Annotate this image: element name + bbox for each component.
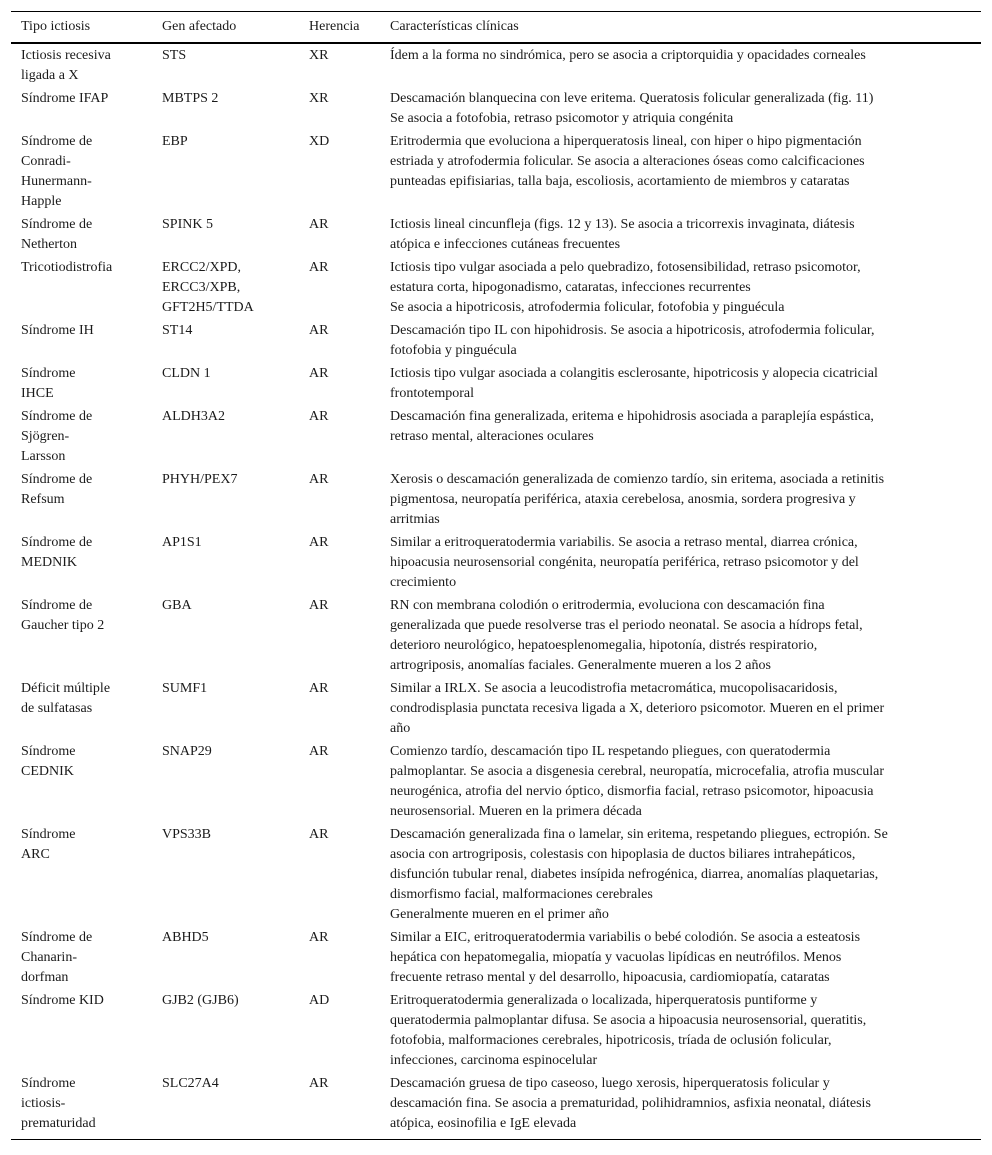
cell-gen: ST14 bbox=[162, 323, 193, 338]
header-herencia: Herencia bbox=[309, 19, 360, 34]
table-row bbox=[11, 1072, 981, 1140]
cell-tipo: Síndrome de Sjögren- Larsson bbox=[21, 409, 93, 464]
cell-herencia: AD bbox=[309, 993, 330, 1008]
cell-herencia: AR bbox=[309, 217, 329, 232]
cell-caracteristicas: Comienzo tardío, descamación tipo IL respetando pliegues, con queratodermia palmoplantar. Se asocia a disgenesia cerebral, neuropatía, microcefalia, atrofia muscular neurogénica, atrofia del nervio óptico, dismorfia facial, retraso psicomotor, hipoacusia neurosensorial. Mueren en la primera década bbox=[390, 744, 885, 819]
ichthyosis-table-container bbox=[11, 11, 981, 1140]
cell-herencia: AR bbox=[309, 744, 329, 759]
cell-caracteristicas: Ídem a la forma no sindrómica, pero se asocia a criptorquidia y opacidades corneales bbox=[390, 48, 866, 63]
cell-tipo: Síndrome KID bbox=[21, 993, 104, 1008]
cell-gen: ERCC2/XPD, ERCC3/XPB, GFT2H5/TTDA bbox=[162, 260, 254, 315]
cell-caracteristicas: Similar a EIC, eritroqueratodermia variabilis o bebé colodión. Se asocia a esteatosis hepática con hepatomegalia, miopatía y vacuolas lipídicas en neutrófilos. Menos frecuente retraso mental y del desarrollo, hipoacusia, cardiomiopatía, cataratas bbox=[390, 930, 861, 985]
table-row bbox=[11, 43, 981, 87]
table-row bbox=[11, 130, 981, 213]
cell-caracteristicas: Ictiosis tipo vulgar asociada a colangitis esclerosante, hipotricosis y alopecia cicatricial frontotemporal bbox=[390, 366, 878, 401]
header-caracteristicas-clinicas: Características clínicas bbox=[390, 19, 519, 34]
cell-caracteristicas: Similar a eritroqueratodermia variabilis. Se asocia a retraso mental, diarrea crónica, hipoacusia neurosensorial congénita, neuropatía periférica, retraso psicomotor y del crecimiento bbox=[390, 535, 859, 590]
cell-herencia: AR bbox=[309, 409, 329, 424]
cell-gen: SPINK 5 bbox=[162, 217, 213, 232]
cell-herencia: AR bbox=[309, 366, 329, 381]
cell-herencia: AR bbox=[309, 598, 329, 613]
cell-caracteristicas: RN con membrana colodión o eritrodermia, evoluciona con descamación fina generalizada que puede resolverse tras el periodo neonatal. Se asocia a hídrops fetal, deterioro neurológico, hepatoesplenomegalia, hipotonía, distrés respiratorio, artrogriposis, anomalías faciales. Generalmente mueren a los 2 años bbox=[390, 598, 863, 673]
cell-caracteristicas: Descamación gruesa de tipo caseoso, luego xerosis, hiperqueratosis folicular y descamación fina. Se asocia a prematuridad, polihidramnios, asfixia neonatal, diátesis atópica, eosinofilia e IgE elevada bbox=[390, 1076, 871, 1131]
cell-tipo: Síndrome ictiosis- prematuridad bbox=[21, 1076, 96, 1131]
cell-caracteristicas: Ictiosis lineal cincunfleja (figs. 12 y 13). Se asocia a tricorrexis invaginata, diátesis atópica e infecciones cutáneas frecuentes bbox=[390, 217, 855, 252]
cell-gen: GJB2 (GJB6) bbox=[162, 993, 239, 1008]
cell-tipo: Síndrome CEDNIK bbox=[21, 744, 76, 779]
table-row bbox=[11, 213, 981, 256]
table-row bbox=[11, 926, 981, 989]
cell-caracteristicas: Descamación blanquecina con leve eritema. Queratosis folicular generalizada (fig. 11) Se asocia a fotofobia, retraso psicomotor y atriquia congénita bbox=[390, 91, 874, 126]
table-row bbox=[11, 740, 981, 823]
cell-tipo: Síndrome de Netherton bbox=[21, 217, 93, 252]
table-row bbox=[11, 362, 981, 405]
cell-herencia: AR bbox=[309, 681, 329, 696]
cell-tipo: Síndrome de Refsum bbox=[21, 472, 93, 507]
table-row bbox=[11, 468, 981, 531]
cell-gen: SLC27A4 bbox=[162, 1076, 219, 1091]
cell-tipo: Síndrome de Chanarin- dorfman bbox=[21, 930, 93, 985]
ichthyosis-syndromes-table bbox=[11, 11, 981, 1140]
table-row bbox=[11, 531, 981, 594]
header-tipo-ictiosis: Tipo ictiosis bbox=[21, 19, 91, 34]
table-row bbox=[11, 594, 981, 677]
cell-herencia: AR bbox=[309, 930, 329, 945]
table-row bbox=[11, 319, 981, 362]
cell-gen: VPS33B bbox=[162, 827, 212, 842]
table-row bbox=[11, 989, 981, 1072]
cell-caracteristicas: Descamación generalizada fina o lamelar, sin eritema, respetando pliegues, ectropión. Se asocia con artrogriposis, colestasis con hipoplasia de ductos biliares intrahepáticos, disfunción tubular renal, diabetes insípida nefrogénica, diarrea, anomalías plaquetarias, dismorfismo facial, malformaciones cerebrales Generalmente mueren en el primer año bbox=[390, 827, 888, 922]
cell-tipo: Síndrome IFAP bbox=[21, 91, 109, 106]
cell-gen: EBP bbox=[162, 134, 188, 149]
cell-gen: STS bbox=[162, 48, 187, 63]
cell-tipo: Síndrome de Conradi- Hunermann- Happle bbox=[21, 134, 93, 209]
cell-herencia: AR bbox=[309, 260, 329, 275]
header-gen-afectado: Gen afectado bbox=[162, 19, 237, 34]
cell-caracteristicas: Descamación tipo IL con hipohidrosis. Se asocia a hipotricosis, atrofodermia folicular, fotofobia y pinguécula bbox=[390, 323, 875, 358]
cell-gen: PHYH/PEX7 bbox=[162, 472, 238, 487]
cell-tipo: Síndrome IHCE bbox=[21, 366, 76, 401]
table-header-row bbox=[11, 12, 981, 44]
cell-gen: GBA bbox=[162, 598, 192, 613]
table-row bbox=[11, 256, 981, 319]
cell-herencia: AR bbox=[309, 827, 329, 842]
cell-tipo: Ictiosis recesiva ligada a X bbox=[21, 48, 111, 83]
cell-tipo: Déficit múltiple de sulfatasas bbox=[21, 681, 111, 716]
table-row bbox=[11, 87, 981, 130]
cell-herencia: XD bbox=[309, 134, 330, 149]
cell-gen: CLDN 1 bbox=[162, 366, 211, 381]
cell-tipo: Síndrome de MEDNIK bbox=[21, 535, 93, 570]
cell-tipo: Síndrome ARC bbox=[21, 827, 76, 862]
table-row bbox=[11, 823, 981, 926]
cell-tipo: Síndrome IH bbox=[21, 323, 94, 338]
table-body bbox=[11, 43, 981, 1140]
cell-caracteristicas: Similar a IRLX. Se asocia a leucodistrofia metacromática, mucopolisacaridosis, condrodisplasia punctata recesiva ligada a X, deterioro psicomotor. Mueren en el primer año bbox=[390, 681, 885, 736]
cell-caracteristicas: Descamación fina generalizada, eritema e hipohidrosis asociada a paraplejía espástica, retraso mental, alteraciones oculares bbox=[390, 409, 874, 444]
cell-gen: SUMF1 bbox=[162, 681, 208, 696]
cell-gen: ABHD5 bbox=[162, 930, 209, 945]
cell-gen: SNAP29 bbox=[162, 744, 212, 759]
cell-herencia: XR bbox=[309, 48, 329, 63]
cell-caracteristicas: Eritroqueratodermia generalizada o localizada, hiperqueratosis puntiforme y queratodermia palmoplantar difusa. Se asocia a hipoacusia neurosensorial, queratitis, fotofobia, malformaciones cerebrales, hipotricosis, tríada de oclusión folicular, infecciones, carcinoma espinocelular bbox=[390, 993, 867, 1068]
cell-herencia: AR bbox=[309, 323, 329, 338]
table-row bbox=[11, 405, 981, 468]
table-row bbox=[11, 677, 981, 740]
cell-gen: ALDH3A2 bbox=[162, 409, 225, 424]
cell-herencia: AR bbox=[309, 472, 329, 487]
cell-tipo: Síndrome de Gaucher tipo 2 bbox=[21, 598, 105, 633]
cell-herencia: AR bbox=[309, 1076, 329, 1091]
cell-gen: MBTPS 2 bbox=[162, 91, 219, 106]
cell-herencia: XR bbox=[309, 91, 329, 106]
cell-herencia: AR bbox=[309, 535, 329, 550]
cell-tipo: Tricotiodistrofia bbox=[21, 260, 113, 275]
cell-caracteristicas: Xerosis o descamación generalizada de comienzo tardío, sin eritema, asociada a retinitis pigmentosa, neuropatía periférica, ataxia cerebelosa, anosmia, sordera progresiva y arritmias bbox=[390, 472, 885, 527]
cell-caracteristicas: Eritrodermia que evoluciona a hiperqueratosis lineal, con hiper o hipo pigmentación estriada y atrofodermia folicular. Se asocia a alteraciones óseas como calcificaciones punteadas epifisiarias, talla baja, escoliosis, acortamiento de miembros y cataratas bbox=[390, 134, 865, 189]
cell-gen: AP1S1 bbox=[162, 535, 202, 550]
table-header bbox=[11, 12, 981, 44]
cell-caracteristicas: Ictiosis tipo vulgar asociada a pelo quebradizo, fotosensibilidad, retraso psicomotor, estatura corta, hipogonadismo, cataratas, infecciones recurrentes Se asocia a hipotricosis, atrofodermia folicular, fotofobia y pinguécula bbox=[390, 260, 861, 315]
